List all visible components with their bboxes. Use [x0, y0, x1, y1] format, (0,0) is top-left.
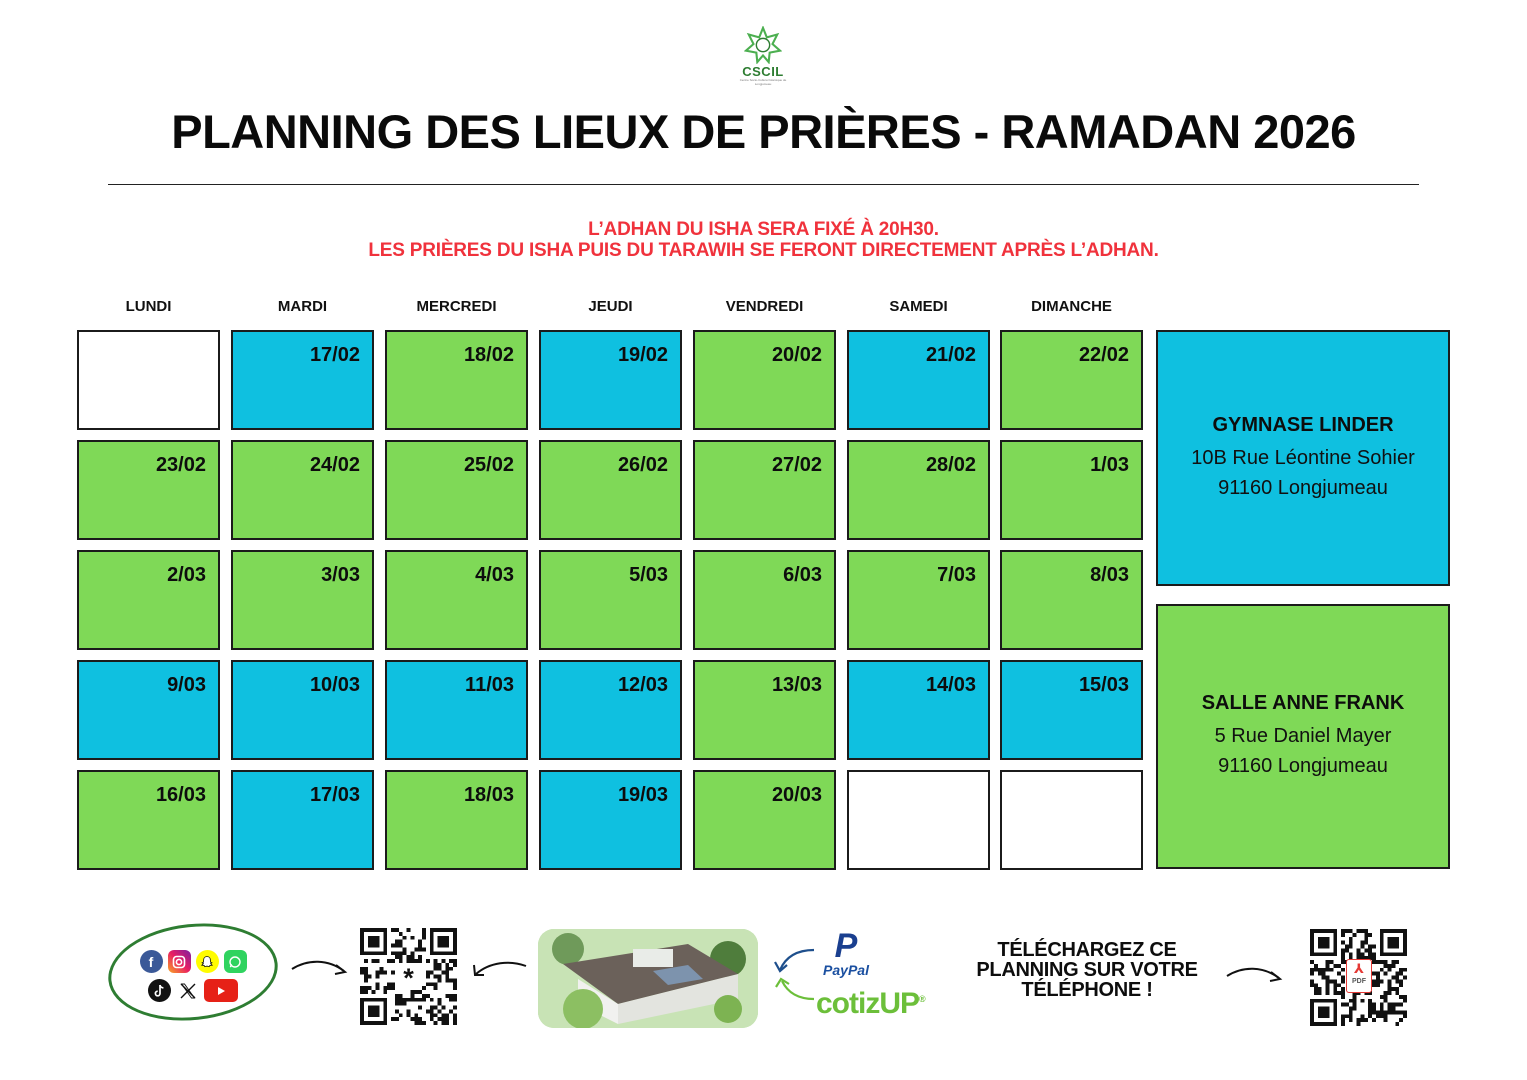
pdf-label: PDF: [1352, 978, 1366, 985]
calendar-day-cell: [1000, 660, 1143, 760]
calendar-day-cell: [77, 660, 220, 760]
cell-date: 17/03: [309, 784, 360, 806]
calendar-day-cell: [693, 770, 836, 870]
cell-date: 21/02: [925, 344, 976, 366]
cell-date: 19/03: [617, 784, 668, 806]
cell-date: 5/03: [629, 564, 668, 586]
download-pdf-qr-code[interactable]: [1310, 929, 1407, 1026]
cell-date: 1/03: [1090, 454, 1129, 476]
calendar-day-cell: [231, 330, 374, 430]
cotizup-label: cotizUP: [816, 987, 920, 1020]
svg-text:*: *: [403, 961, 414, 993]
arrow-left-icon: [470, 958, 528, 982]
calendar-day-cell: [539, 440, 682, 540]
calendar-day-cell: [231, 770, 374, 870]
day-header-mardi: MARDI: [277, 298, 328, 315]
calendar-day-cell: [385, 550, 528, 650]
calendar-day-cell: [385, 660, 528, 760]
calendar-empty-cell: [77, 330, 220, 430]
social-qr-code[interactable]: [360, 928, 457, 1025]
calendar-day-cell: [693, 550, 836, 650]
cell-date: 16/03: [155, 784, 206, 806]
facebook-icon[interactable]: f: [140, 950, 163, 973]
cell-date: 27/02: [771, 454, 822, 476]
venue-name: GYMNASE LINDER: [1212, 413, 1394, 436]
cell-date: 15/03: [1078, 674, 1129, 696]
notice-line-2: LES PRIÈRES DU ISHA PUIS DU TARAWIH SE FERONT DIRECTEMENT APRÈS L’ADHAN.: [368, 240, 1159, 261]
cell-date: 11/03: [465, 674, 514, 696]
calendar-day-cell: [385, 440, 528, 540]
star-ornament-icon: [744, 26, 782, 64]
calendar-day-cell: [847, 330, 990, 430]
venue-address-line-1: 5 Rue Daniel Mayer: [1214, 725, 1392, 747]
page-title: PLANNING DES LIEUX DE PRIÈRES - RAMADAN 2026: [171, 105, 1356, 158]
cell-date: 18/02: [463, 344, 514, 366]
paypal-logo[interactable]: [816, 927, 876, 978]
logo-text: CSCIL: [742, 64, 784, 79]
title-divider: [108, 184, 1419, 185]
day-header-dimanche: DIMANCHE: [1031, 298, 1112, 315]
calendar-day-cell: [847, 440, 990, 540]
venue-legend-green: [1156, 604, 1450, 869]
cell-date: 12/03: [617, 674, 668, 696]
instagram-icon[interactable]: [168, 950, 191, 973]
arrow-right-icon: [1225, 962, 1285, 986]
cell-date: 20/02: [771, 344, 822, 366]
cell-date: 13/03: [771, 674, 822, 696]
cell-date: 17/02: [309, 344, 360, 366]
cell-date: 9/03: [167, 674, 206, 696]
cell-date: 10/03: [309, 674, 360, 696]
social-icons: [134, 950, 252, 1008]
calendar-day-cell: [231, 440, 374, 540]
cell-date: 25/02: [463, 454, 514, 476]
calendar-day-cell: [77, 440, 220, 540]
cell-date: 6/03: [783, 564, 822, 586]
calendar-day-cell: [539, 550, 682, 650]
venue-legend-blue: [1156, 330, 1450, 586]
calendar-day-cell: [539, 770, 682, 870]
calendar-day-cell: [1000, 550, 1143, 650]
cell-date: 18/03: [463, 784, 514, 806]
cell-date: 23/02: [155, 454, 206, 476]
cell-date: 24/02: [309, 454, 360, 476]
calendar-day-cell: [693, 330, 836, 430]
cell-date: 26/02: [617, 454, 668, 476]
day-header-jeudi: JEUDI: [588, 298, 633, 315]
calendar-day-cell: [231, 550, 374, 650]
isha-notice: [0, 219, 1527, 261]
pdf-icon: ⅄ PDF: [1346, 959, 1372, 993]
day-header-samedi: SAMEDI: [889, 298, 948, 315]
calendar-day-cell: [77, 770, 220, 870]
day-header-mercredi: MERCREDI: [416, 298, 497, 315]
calendar-empty-cell: [1000, 770, 1143, 870]
calendar-day-cell: [693, 440, 836, 540]
calendar-day-cell: [539, 660, 682, 760]
calendar-day-cell: [385, 330, 528, 430]
logo-subtitle: Centre Socio-Culturel Islamique de Longjumeau: [739, 78, 787, 86]
cell-date: 28/02: [925, 454, 976, 476]
arrow-curve-green-icon: [772, 975, 816, 1005]
cell-date: 7/03: [937, 564, 976, 586]
arrow-curve-blue-icon: [772, 946, 816, 976]
cell-date: 14/03: [925, 674, 976, 696]
calendar-day-cell: [77, 550, 220, 650]
mosque-project-image: [538, 929, 758, 1028]
arrow-right-icon: [290, 955, 350, 979]
cell-date: 4/03: [475, 564, 514, 586]
notice-line-1: L’ADHAN DU ISHA SERA FIXÉ À 20H30.: [588, 219, 939, 240]
venue-address-line-2: 91160 Longjumeau: [1218, 755, 1388, 777]
calendar-day-cell: [231, 660, 374, 760]
whatsapp-icon[interactable]: [224, 950, 247, 973]
paypal-mark-icon: P: [834, 927, 858, 965]
cell-date: 8/03: [1090, 564, 1129, 586]
snapchat-icon[interactable]: [196, 950, 219, 973]
calendar-day-cell: [539, 330, 682, 430]
cotizup-logo[interactable]: cotizUP®: [816, 987, 925, 1020]
cell-date: 20/03: [771, 784, 822, 806]
youtube-icon[interactable]: [204, 979, 238, 1002]
venue-name: SALLE ANNE FRANK: [1201, 692, 1405, 714]
calendar-day-cell: [1000, 330, 1143, 430]
venue-address-line-2: 91160 Longjumeau: [1218, 476, 1388, 499]
calendar-day-cell: [385, 770, 528, 870]
calendar-day-cell: [1000, 440, 1143, 540]
venue-address-line-1: 10B Rue Léontine Sohier: [1191, 446, 1415, 469]
tiktok-icon[interactable]: [148, 979, 171, 1002]
calendar-day-cell: [693, 660, 836, 760]
cell-date: 19/02: [617, 344, 668, 366]
cell-date: 22/02: [1078, 344, 1129, 366]
cell-date: 2/03: [167, 564, 206, 586]
calendar-day-cell: [847, 550, 990, 650]
download-instruction: TÉLÉCHARGEZ CE PLANNING SUR VOTRE TÉLÉPHONE !: [976, 939, 1198, 1001]
paypal-label: PayPal: [823, 962, 869, 978]
day-header-vendredi: VENDREDI: [725, 298, 804, 315]
x-icon[interactable]: [176, 979, 199, 1002]
calendar-day-cell: [847, 660, 990, 760]
cscil-logo: [737, 26, 789, 90]
calendar-empty-cell: [847, 770, 990, 870]
cell-date: 3/03: [321, 564, 360, 586]
day-header-lundi: LUNDI: [125, 298, 172, 315]
